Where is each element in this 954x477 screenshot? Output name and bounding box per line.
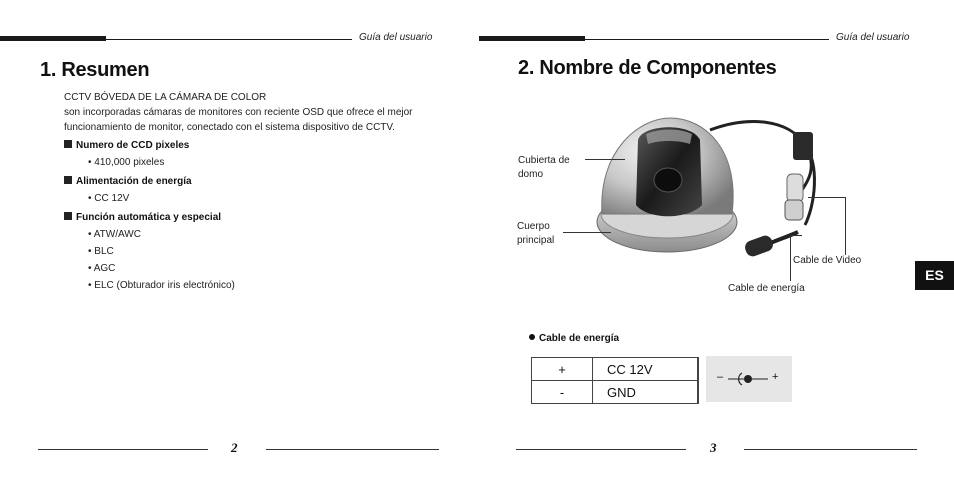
- callout-line-dome: [585, 159, 625, 160]
- callout-main-body: Cuerpo principal: [517, 221, 555, 246]
- right-page-number: 3: [710, 440, 717, 455]
- section-heading-functions: Función automática y especial: [64, 212, 221, 223]
- intro-text: [64, 90, 413, 135]
- intro-line-1: CCTV BÓVEDA DE LA CÁMARA DE COLOR: [64, 92, 267, 103]
- intro-line-2: son incorporadas cámaras de monitores con reciente OSD que ofrece el mejor: [64, 107, 413, 118]
- callout-line-video-h: [808, 197, 846, 198]
- section-item: • ATW/AWC: [88, 229, 141, 240]
- left-page-title: 1. Resumen: [40, 59, 150, 81]
- intro-line-3: funcionamiento de monitor, conectado con el sistema dispositivo de CCTV.: [64, 122, 395, 133]
- language-badge: ES: [915, 261, 954, 290]
- signal-cell: GND: [593, 381, 699, 404]
- dome-camera-illustration: [580, 110, 850, 270]
- power-pin-table: [531, 357, 699, 404]
- pin-cell: +: [532, 358, 593, 381]
- callout-power-cable: Cable de energía: [728, 283, 805, 294]
- right-footer-rule-left: [516, 449, 686, 450]
- section-heading-ccd: Numero de CCD pixeles: [64, 140, 189, 151]
- left-footer-rule-left: [38, 449, 208, 450]
- polarity-minus: –: [717, 371, 724, 383]
- callout-line-power-h: [790, 235, 802, 236]
- table-row: [532, 381, 699, 404]
- left-header-label: Guía del usuario: [359, 32, 433, 43]
- section-heading-power: Alimentación de energía: [64, 176, 192, 187]
- polarity-connector-icon: [726, 370, 770, 388]
- square-bullet-icon: [64, 176, 72, 184]
- section-item: • 410,000 pixeles: [88, 157, 165, 168]
- callout-line-power-v: [790, 235, 791, 281]
- table-row: [532, 358, 699, 381]
- section-item: • CC 12V: [88, 193, 130, 204]
- right-page-title: 2. Nombre de Componentes: [518, 57, 777, 79]
- polarity-plus: +: [772, 371, 779, 383]
- right-header-label: Guía del usuario: [836, 32, 910, 43]
- section-item: • BLC: [88, 246, 114, 257]
- right-footer-rule-right: [744, 449, 917, 450]
- signal-cell: CC 12V: [593, 358, 699, 381]
- callout-line-body: [563, 232, 611, 233]
- section-item: • AGC: [88, 263, 116, 274]
- square-bullet-icon: [64, 140, 72, 148]
- section-item: • ELC (Obturador iris electrónico): [88, 280, 235, 291]
- left-header-rule: [106, 39, 352, 40]
- right-header-bar-thick: [479, 36, 585, 41]
- callout-line-video-v: [845, 197, 846, 255]
- polarity-diagram: [706, 356, 792, 402]
- dot-bullet-icon: [529, 334, 535, 340]
- left-header-bar-thick: [0, 36, 106, 41]
- left-page-number: 2: [231, 440, 238, 455]
- right-header-rule: [585, 39, 829, 40]
- left-footer-rule-right: [266, 449, 439, 450]
- callout-video-cable: Cable de Video: [793, 255, 862, 266]
- square-bullet-icon: [64, 212, 72, 220]
- callout-dome-cover: Cubierta de domo: [518, 155, 570, 180]
- pin-cell: -: [532, 381, 593, 404]
- power-section-heading: Cable de energía: [529, 333, 619, 344]
